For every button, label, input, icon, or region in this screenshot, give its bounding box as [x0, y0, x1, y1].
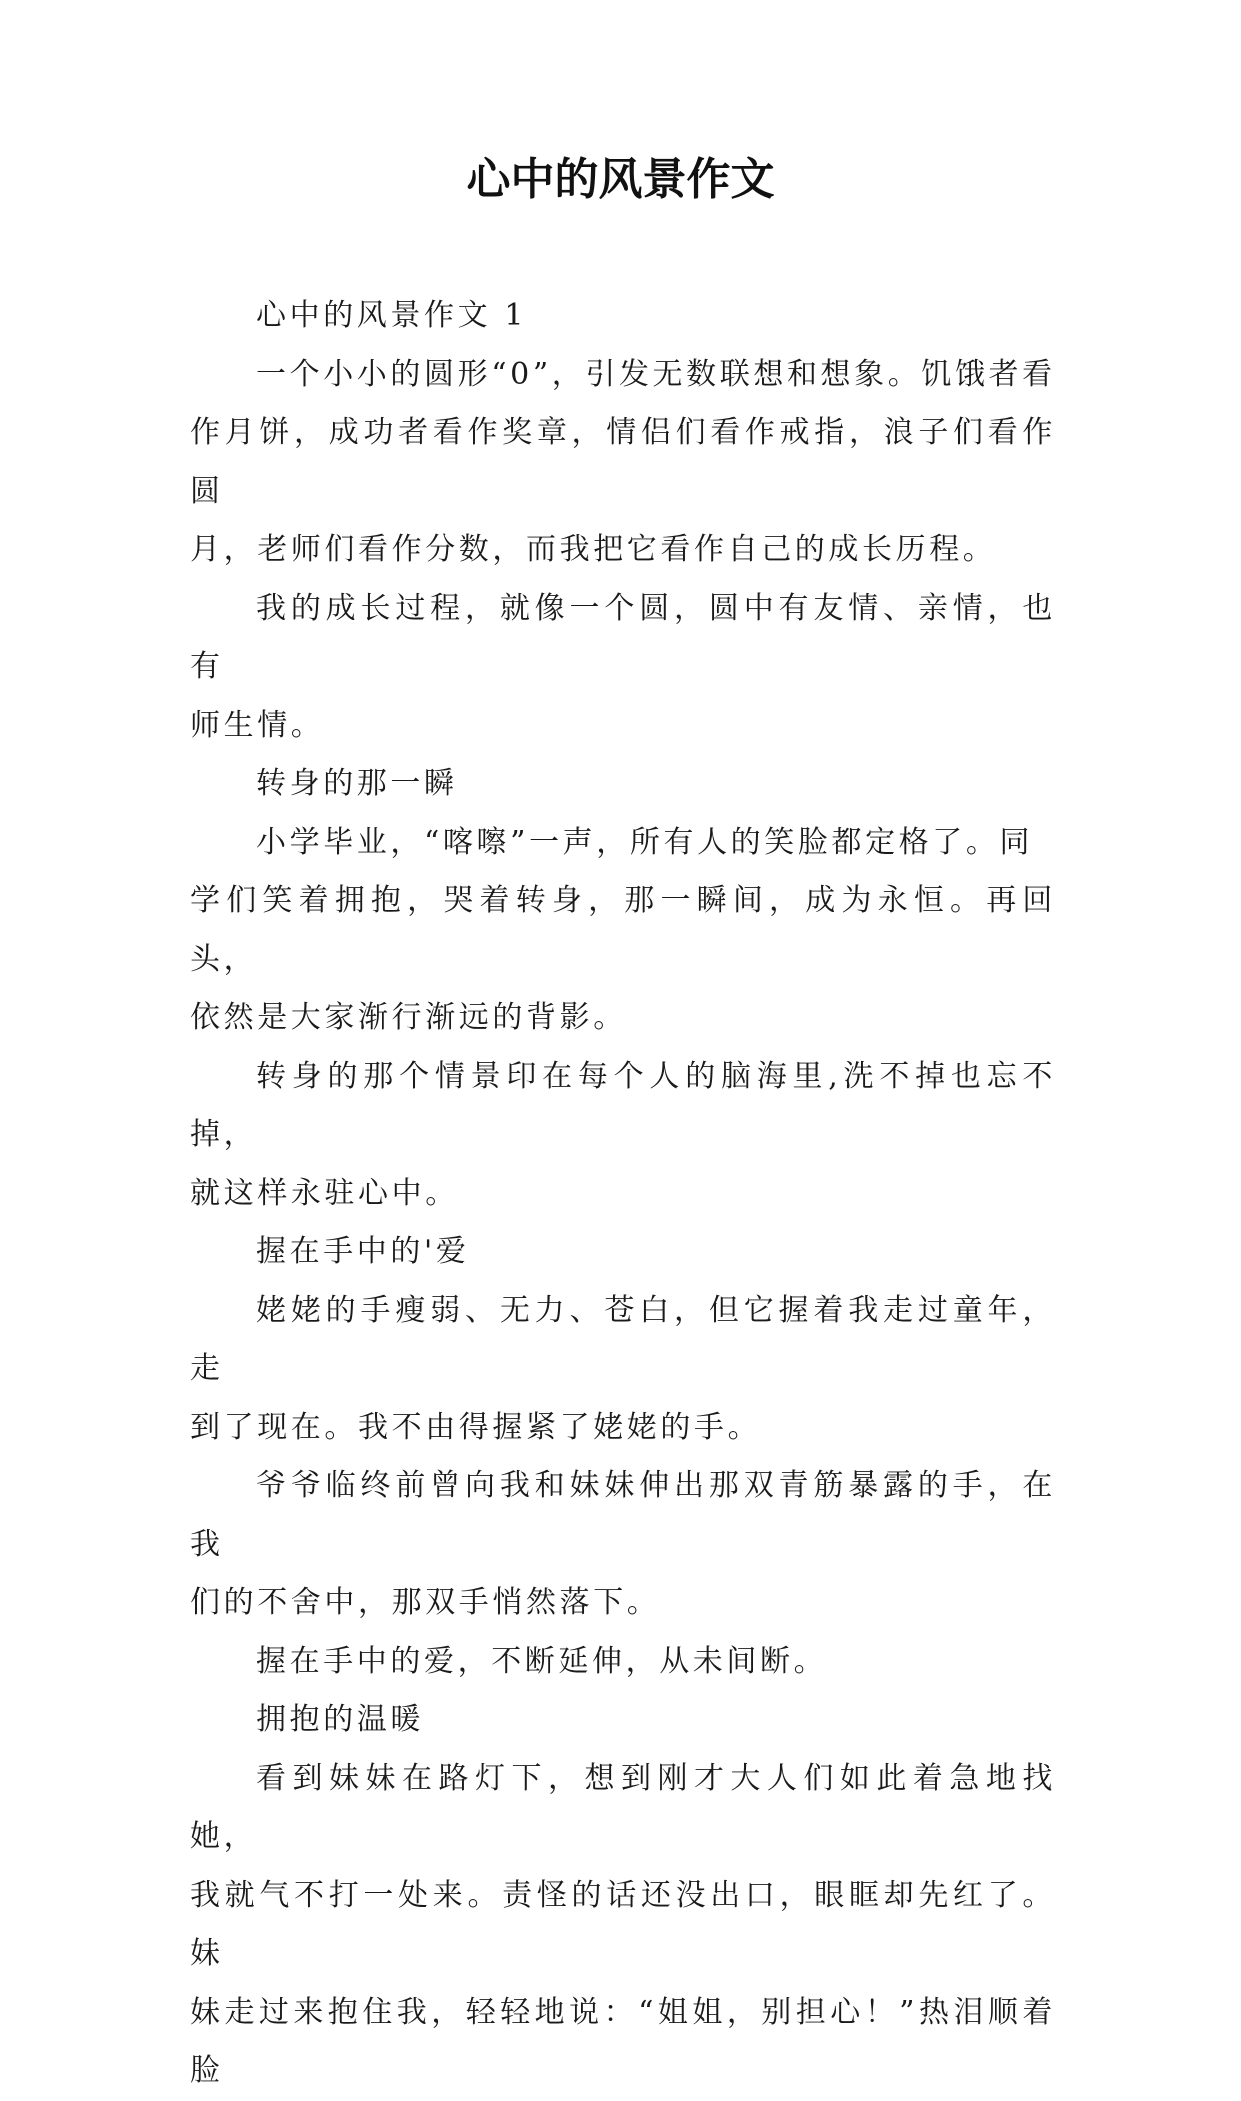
paragraph-line: 小学毕业，“喀嚓”一声，所有人的笑脸都定格了。同 [256, 824, 1034, 860]
paragraph-line: 握在手中的爱，不断延伸，从未间断。 [256, 1643, 828, 1679]
paragraph-line: 师生情。 [190, 707, 325, 743]
paragraph-line: 们的不舍中，那双手悄然落下。 [190, 1585, 661, 1620]
paragraph-line: 拥抱的温暖 [256, 1702, 424, 1737]
paragraph [190, 346, 1056, 580]
paragraph-line: 依然是大家渐行渐远的背影。 [190, 1000, 627, 1035]
paragraph [190, 1633, 1056, 1692]
paragraph [190, 1048, 1056, 1224]
paragraph [190, 755, 1056, 814]
paragraph-line: 心中的风景作文 1 [256, 298, 528, 333]
paragraph-line: 月，老师们看作分数，而我把它看作自己的成长历程。 [190, 532, 997, 567]
paragraph [190, 1750, 1056, 2101]
paragraph-line: 学们笑着拥抱，哭着转身，那一瞬间，成为永恒。再回头， [190, 883, 1056, 977]
paragraph-line: 我的成长过程，就像一个圆，圆中有友情、亲情，也有 [190, 590, 1056, 684]
paragraph-line: 作月饼，成功者看作奖章，情侣们看作戒指，浪子们看作圆 [190, 415, 1056, 509]
paragraph [190, 287, 1056, 346]
paragraph [190, 1457, 1056, 1633]
paragraph [190, 1223, 1056, 1282]
paragraph-line: 姥姥的手瘦弱、无力、苍白，但它握着我走过童年，走 [190, 1292, 1056, 1386]
paragraph-line: 一个小小的圆形“0”，引发无数联想和想象。饥饿者看 [256, 356, 1056, 392]
paragraph-line: 爷爷临终前曾向我和妹妹伸出那双青筋暴露的手，在我 [190, 1468, 1056, 1562]
paragraph-line: 看到妹妹在路灯下，想到刚才大人们如此着急地找她， [190, 1760, 1056, 1854]
paragraph-line: 转身的那个情景印在每个人的脑海里,洗不掉也忘不掉， [190, 1058, 1056, 1152]
paragraph [190, 814, 1056, 1048]
paragraph [190, 580, 1056, 756]
paragraph-line: 妹走过来抱住我，轻轻地说：“姐姐，别担心！”热泪顺着脸 [190, 1994, 1056, 2088]
paragraph-line: 握在手中的'爱 [256, 1234, 470, 1269]
document-body [190, 287, 1056, 2101]
paragraph [190, 1282, 1056, 1458]
paragraph-line: 就这样永驻心中。 [190, 1175, 459, 1211]
paragraph-line: 到了现在。我不由得握紧了姥姥的手。 [190, 1409, 762, 1445]
paragraph-line: 转身的那一瞬 [256, 766, 458, 801]
document-title: 心中的风景作文 [466, 154, 775, 205]
paragraph [190, 1691, 1056, 1750]
paragraph-line: 我就气不打一处来。责怪的话还没出口，眼眶却先红了。妹 [190, 1877, 1056, 1971]
